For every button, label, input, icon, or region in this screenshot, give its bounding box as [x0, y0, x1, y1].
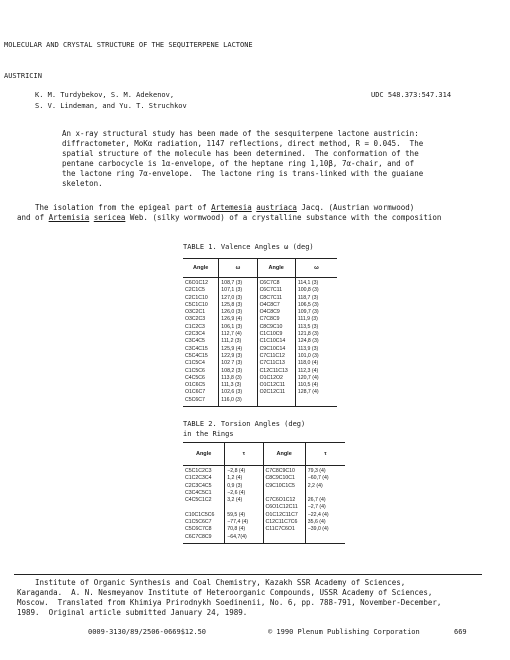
- table-cell: C7C11C12: [259, 352, 285, 359]
- footnote-line2: Karaganda. A. N. Nesmeyanov Institute of Heteroorganic Compounds, USSR Academy of Sciences,: [17, 588, 433, 597]
- table-cell: −64,7(4): [227, 533, 247, 540]
- table-cell: O1C12C11: [259, 382, 286, 389]
- table-cell: C9C10C1C5: [265, 482, 295, 489]
- body-line2: and of Artemisia sericea Web. (silky wormwood) of a crystalline substance with the composition: [17, 213, 442, 222]
- table-cell: 118,0 (4): [297, 360, 319, 367]
- table-cell: C8C9C10: [259, 323, 283, 330]
- species-name: austriaca: [256, 203, 297, 212]
- table-cell: C5C1C2C3: [185, 468, 212, 474]
- column-header: Angle: [183, 443, 225, 465]
- table-cell: 26,7 (4): [307, 497, 326, 504]
- table-cell: 70,8 (4): [227, 526, 246, 533]
- table-cell: −39,0 (4): [307, 526, 329, 533]
- table-cell: 108,2 (3): [221, 367, 243, 374]
- table-cell: 121,8 (3): [297, 331, 319, 338]
- table-cell: 106,5 (3): [297, 301, 319, 308]
- species-name: Artemesia: [211, 203, 252, 212]
- table-cell: 102 7 (3): [221, 360, 243, 367]
- table-cell: 120,7 (4): [297, 374, 319, 381]
- table-cell: 108,7 (3): [221, 280, 243, 286]
- table-cell: 112,3 (4): [297, 367, 319, 374]
- column-header: Angle: [258, 259, 296, 277]
- table-cell: 128,7 (4): [297, 389, 319, 396]
- abstract-line3: spatial structure of the molecule has been determined. The conformation of the: [62, 149, 419, 158]
- abstract-line2: diffractometer, MoKα radiation, 1147 reflections, direct method, R = 0.045. The: [62, 139, 424, 148]
- table-cell: C5C6C7: [185, 396, 205, 403]
- table-cell: C6C7C8C9: [185, 533, 212, 540]
- table-cell: C4C5C1C2: [185, 497, 212, 504]
- table-cell: C1C10C9: [259, 331, 283, 338]
- table-cell: 0,9 (3): [227, 482, 243, 489]
- table-cell: 118,7 (3): [297, 294, 319, 301]
- table-cell: 109,7 (3): [297, 309, 319, 316]
- table-cell: −60,7 (4): [307, 475, 329, 482]
- table-column-angle: [183, 278, 219, 406]
- table-cell: C6O1C12C11: [265, 504, 298, 511]
- table-cell: C6C7C8: [259, 280, 280, 286]
- table-cell: C5C4C15: [185, 352, 208, 359]
- table-cell: C5C6C7C8: [185, 526, 212, 533]
- table-cell: C9C10C14: [259, 345, 286, 352]
- table-cell: 100,8 (3): [297, 287, 319, 294]
- table-cell: 113,8 (3): [221, 374, 242, 381]
- table-cell: C5C1C10: [185, 301, 208, 308]
- table-cell: −77,4 (4): [227, 519, 249, 526]
- table-cell: C2C1C10: [185, 294, 208, 301]
- body-line1: The isolation from the epigeal part of Artemesia austriaca Jacq. (Austrian wormwood): [35, 203, 415, 212]
- table-column-value: [296, 278, 337, 406]
- table-cell: 111,2 (3): [221, 338, 242, 345]
- table-column-angle: [264, 466, 306, 543]
- authors-line2: S. V. Lindeman, and Yu. T. Struchkov: [35, 102, 187, 110]
- table-cell: 111,9 (3): [297, 316, 318, 323]
- table-cell: C7C6O1C12: [265, 497, 296, 504]
- table-header: [183, 259, 337, 278]
- table-cell: C4C5C6: [185, 374, 205, 381]
- table2-caption-line2: in the Rings: [183, 430, 234, 438]
- publication-code: 0009-3130/89/2506-0669$12.50: [88, 628, 207, 636]
- species-name: sericea: [93, 213, 126, 222]
- table-cell: 126,0 (3): [221, 309, 243, 316]
- column-header: τ: [324, 451, 327, 457]
- table-cell: 114,1 (3): [297, 280, 319, 286]
- abstract-line5: the lactone ring 7α-envelope. The lactone ring is trans-linked with the guaiane: [62, 169, 424, 178]
- table-cell: C3C4C5C1: [185, 489, 212, 496]
- table-cell: −22,4 (4): [307, 511, 329, 518]
- table-cell: 101,0 (3): [297, 352, 319, 359]
- table-cell: 113,9 (3): [297, 345, 319, 352]
- table-cell: C1C2C3: [185, 323, 205, 330]
- footnote-divider: [14, 574, 482, 575]
- page-number: 669: [454, 628, 467, 636]
- table-cell: 127,0 (3): [221, 294, 243, 301]
- table-cell: C8C7C11: [259, 294, 282, 301]
- table-cell: C2C3C4C5: [185, 482, 212, 489]
- table-header: [183, 443, 345, 466]
- table-column-value: [306, 466, 345, 543]
- table-cell: O4C8C9: [259, 309, 280, 316]
- table1-caption: TABLE 1. Valence Angles ω (deg): [183, 243, 314, 251]
- table-cell: 122,9 (3): [221, 352, 243, 359]
- table-cell: 79,3 (4): [307, 468, 326, 474]
- table-cell: [185, 504, 223, 511]
- table-cell: C7C11C13: [259, 360, 285, 367]
- table-column-value: [219, 278, 257, 406]
- table-cell: [266, 490, 304, 497]
- table-cell: C1C5C6C7: [185, 519, 212, 526]
- table-cell: 111,3 (3): [221, 382, 242, 389]
- table-cell: 125,9 (4): [221, 345, 243, 352]
- footnote-line3: Moscow. Translated from Khimiya Prirodnykh Soedinenii, No. 6, pp. 788-791, November-December,: [17, 598, 442, 607]
- table-cell: C7C8C9: [259, 316, 280, 323]
- table-cell: O1C12C11C7: [265, 511, 298, 518]
- table-cell: C6O1C12: [185, 280, 209, 286]
- footnote-line4: 1989. Original article submitted January 24, 1989.: [17, 608, 248, 617]
- table-cell: 2,2 (4): [307, 482, 323, 489]
- abstract-line1: An x-ray structural study has been made of the sesquiterpene lactone austricin:: [62, 129, 419, 138]
- table-cell: −2,7 (4): [307, 504, 326, 511]
- column-header: τ: [225, 443, 263, 465]
- table-cell: O1C12O2: [259, 374, 283, 381]
- table-column-value: [225, 466, 263, 543]
- table-cell: O1C6C5: [185, 382, 206, 389]
- table2-caption-line1: TABLE 2. Torsion Angles (deg): [183, 420, 306, 428]
- table-cell: C1C2C3C4: [185, 475, 212, 482]
- table-cell: C3C4C5: [185, 338, 205, 345]
- table-cell: 125,8 (3): [221, 301, 243, 308]
- table-cell: C1C10C14: [259, 338, 286, 345]
- table-cell: O2C12C11: [259, 389, 286, 396]
- copyright-notice: © 1990 Plenum Publishing Corporation: [268, 628, 420, 636]
- table-cell: 110,5 (4): [297, 382, 319, 389]
- table-cell: C3C4C15: [185, 345, 208, 352]
- table-cell: C1C5C4: [185, 360, 205, 367]
- table-cell: O1C6C7: [185, 389, 206, 396]
- table-cell: C12C11C13: [259, 367, 288, 374]
- table-cell: C2C1C5: [185, 287, 205, 294]
- table-cell: C10C1C5C6: [185, 511, 215, 518]
- udc-code: UDC 548.373:547.314: [371, 91, 452, 99]
- torsion-angles-table: [183, 442, 345, 544]
- table-cell: 126,9 (4): [221, 316, 243, 323]
- column-header: Angle: [264, 443, 306, 465]
- column-header: Angle: [183, 259, 219, 277]
- table-cell: 107,1 (3): [221, 287, 243, 294]
- table-cell: 102,6 (3): [221, 389, 243, 396]
- table-cell: O4C8C7: [259, 301, 280, 308]
- table-cell: [308, 490, 344, 497]
- abstract-line4: pentane carbocycle is 1α-envelope, of the heptane ring 1,10β, 7α-chair, and of: [62, 159, 415, 168]
- table-cell: 113,5 (3): [297, 323, 319, 330]
- table-cell: 59,5 (4): [227, 511, 246, 518]
- column-header: ω: [314, 265, 319, 271]
- table-cell: C1C5C6: [185, 367, 205, 374]
- table-cell: C7C8C9C10: [265, 468, 295, 474]
- table-cell: C2C3C4: [185, 331, 205, 338]
- table-cell: 1,2 (4): [227, 475, 243, 482]
- table-cell: 35,6 (4): [307, 519, 326, 526]
- table-cell: 124,8 (3): [297, 338, 319, 345]
- footnote-line1: Institute of Organic Synthesis and Coal Chemistry, Kazakh SSR Academy of Sciences,: [35, 578, 406, 587]
- table-cell: C8C9C10C1: [265, 475, 295, 482]
- species-name: Artemisia: [48, 213, 90, 222]
- table-cell: 116,0 (3): [221, 396, 242, 403]
- table-cell: C11C7C6O1: [265, 526, 295, 533]
- table-cell: −2,8 (4): [227, 468, 246, 474]
- table-column-angle: [258, 278, 296, 406]
- authors-line1: K. M. Turdybekov, S. M. Adekenov,: [35, 91, 175, 99]
- table-cell: [227, 504, 261, 511]
- table-column-angle: [183, 466, 225, 543]
- valence-angles-table: [183, 258, 337, 407]
- table-cell: 112,7 (4): [221, 331, 242, 338]
- article-title-line1: MOLECULAR AND CRYSTAL STRUCTURE OF THE SEQUITERPENE LACTONE: [4, 41, 253, 49]
- table-cell: 3,2 (4): [227, 497, 243, 504]
- table-cell: O3C2C3: [185, 316, 206, 323]
- article-title-line2: AUSTRICIN: [4, 72, 42, 80]
- table-cell: 106,1 (3): [221, 323, 243, 330]
- abstract-line6: skeleton.: [62, 179, 103, 188]
- table-cell: O3C2C1: [185, 309, 206, 316]
- table-cell: C6C7C11: [259, 287, 282, 294]
- table-cell: −2,6 (4): [227, 489, 246, 496]
- table-cell: C12C11C7C6: [265, 519, 298, 526]
- column-header: ω: [219, 259, 257, 277]
